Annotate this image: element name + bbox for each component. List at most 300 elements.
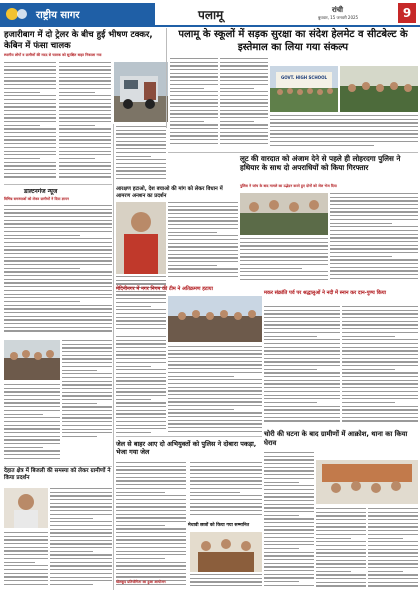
text-line <box>116 521 186 522</box>
text-line <box>342 387 418 388</box>
text-line <box>62 358 112 359</box>
text-line <box>116 156 151 157</box>
text-line <box>116 477 186 478</box>
text-line <box>264 470 314 471</box>
text-line <box>59 176 111 177</box>
text-line <box>330 241 418 242</box>
text-line <box>264 493 314 494</box>
edition-city: रांची <box>332 6 343 14</box>
text-line <box>4 92 40 93</box>
text-line <box>264 336 317 337</box>
text-line <box>264 456 314 457</box>
text-line <box>330 245 418 246</box>
text-line <box>264 511 314 512</box>
page-number: 9 <box>398 3 416 23</box>
text-line <box>264 328 340 329</box>
text-line <box>116 347 166 348</box>
text-line <box>316 541 366 542</box>
text-line <box>62 425 112 426</box>
text-line <box>368 549 418 550</box>
text-line <box>264 559 314 560</box>
text-line <box>264 417 340 418</box>
text-line <box>368 515 418 516</box>
text-line <box>316 519 366 520</box>
text-line <box>220 69 268 70</box>
text-line <box>342 376 418 377</box>
text-line <box>4 432 60 433</box>
text-line <box>168 235 238 236</box>
text-line <box>264 354 340 355</box>
text-line <box>4 253 112 254</box>
text-line <box>116 133 166 134</box>
text-line <box>170 128 218 129</box>
text-line <box>116 309 166 310</box>
text-line <box>4 421 60 422</box>
text-line <box>4 443 60 444</box>
text-line <box>264 482 299 483</box>
text-line <box>4 169 56 170</box>
text-line <box>170 135 218 136</box>
text-line <box>264 478 314 479</box>
text-line <box>330 256 392 257</box>
text-line <box>4 268 80 269</box>
text-line <box>59 158 95 159</box>
text-line <box>116 576 186 577</box>
text-line <box>264 518 314 519</box>
article-body <box>264 452 314 590</box>
text-line <box>4 308 112 309</box>
text-line <box>342 324 418 325</box>
text-line <box>170 69 218 70</box>
text-line <box>116 428 166 429</box>
headline-loot-case: लूट की वारदात को अंजाम देने से पहले ही लोहरदगा पुलिस ने हथियार के साथ दो अपराधियों को किया गिरफ्तार <box>240 154 401 172</box>
article-body <box>330 193 418 283</box>
text-line <box>342 372 418 373</box>
article-body <box>168 346 262 436</box>
text-line <box>264 347 340 348</box>
text-line <box>270 141 418 142</box>
text-line <box>330 270 418 271</box>
text-line <box>240 260 328 261</box>
text-line <box>190 510 262 511</box>
text-line <box>264 358 340 359</box>
headline-hunger-strike: आरक्षण हटाओ, देश बचाओ की मांग को लेकर विधान में आमरण अनशन का प्रदर्शन <box>116 186 223 199</box>
text-line <box>116 152 166 153</box>
text-line <box>264 585 314 586</box>
text-line <box>59 106 111 107</box>
text-line <box>59 136 111 137</box>
text-line <box>4 532 48 533</box>
text-line <box>116 362 166 363</box>
text-line <box>116 336 166 337</box>
text-line <box>316 563 366 564</box>
text-line <box>170 110 218 111</box>
text-line <box>116 406 166 407</box>
text-line <box>342 313 418 314</box>
text-line <box>116 384 166 385</box>
text-line <box>59 143 111 144</box>
text-line <box>264 574 314 575</box>
text-line <box>316 571 351 572</box>
text-line <box>168 394 262 395</box>
text-line <box>368 526 418 527</box>
text-line <box>4 562 35 563</box>
text-line <box>368 538 403 539</box>
text-line <box>264 406 340 407</box>
text-line <box>170 91 218 92</box>
text-line <box>4 384 60 385</box>
text-line <box>4 176 56 177</box>
text-line <box>190 503 262 504</box>
headline-dehat: देहात क्षेत्र में बिजली की समस्या को लेकर ग्रामीणों ने किया प्रदर्शन <box>4 468 111 481</box>
text-line <box>270 130 418 131</box>
text-line <box>116 543 186 544</box>
text-line <box>116 532 186 533</box>
text-line <box>368 556 418 557</box>
text-line <box>264 317 340 318</box>
text-line <box>264 537 314 538</box>
text-line <box>264 474 314 475</box>
text-line <box>116 399 151 400</box>
text-line <box>59 169 111 170</box>
text-line <box>170 65 218 66</box>
text-line <box>59 117 111 118</box>
article-body <box>264 306 340 426</box>
text-line <box>264 581 299 582</box>
text-line <box>116 565 186 566</box>
text-line <box>264 402 317 403</box>
text-line <box>168 423 262 424</box>
text-line <box>4 290 112 291</box>
text-line <box>168 390 262 391</box>
text-line <box>4 151 56 152</box>
text-line <box>4 249 112 250</box>
text-line <box>168 220 238 221</box>
text-line <box>59 77 111 78</box>
text-line <box>4 391 60 392</box>
text-line <box>170 95 218 96</box>
article-body <box>116 462 186 590</box>
article-body <box>62 340 112 440</box>
text-line <box>264 548 299 549</box>
text-line <box>368 508 418 509</box>
text-line <box>368 563 418 564</box>
text-line <box>4 238 112 239</box>
text-line <box>59 173 111 174</box>
text-line <box>116 294 166 295</box>
text-line <box>116 492 165 493</box>
text-line <box>170 132 218 133</box>
text-line <box>170 80 218 81</box>
section-divider <box>4 184 112 185</box>
text-line <box>4 99 56 100</box>
text-line <box>116 343 166 344</box>
text-line <box>368 545 418 546</box>
text-line <box>59 66 111 67</box>
text-line <box>240 245 328 246</box>
text-line <box>4 547 48 548</box>
text-line <box>4 84 56 85</box>
text-line <box>240 256 328 257</box>
text-line <box>62 351 112 352</box>
text-line <box>62 436 97 437</box>
text-line <box>50 492 112 493</box>
text-line <box>316 560 366 561</box>
text-line <box>168 228 238 229</box>
text-line <box>264 566 314 567</box>
text-line <box>330 259 418 260</box>
text-line <box>116 432 151 433</box>
text-line <box>220 73 268 74</box>
text-line <box>264 391 340 392</box>
photo-student-honour <box>190 532 262 572</box>
text-line <box>116 554 186 555</box>
text-line <box>116 480 186 481</box>
headline-road-safety: पलामू के स्कूलों में सड़क सुरक्षा का संदेश हेलमेट व सीटबेल्ट के इस्तेमाल का लिया गया संकल्प <box>178 29 408 53</box>
text-line <box>220 106 268 107</box>
text-line <box>342 328 418 329</box>
text-line <box>330 237 418 238</box>
text-line <box>50 573 112 574</box>
text-line <box>190 469 262 470</box>
text-line <box>50 562 112 563</box>
text-line <box>368 574 418 575</box>
photo-dehat <box>4 488 48 528</box>
text-line <box>170 58 218 59</box>
text-line <box>330 267 418 268</box>
text-line <box>116 462 186 463</box>
text-line <box>116 469 186 470</box>
text-line <box>4 399 60 400</box>
text-line <box>4 395 60 396</box>
text-line <box>116 495 186 496</box>
text-line <box>116 514 186 515</box>
text-line <box>50 554 112 555</box>
text-line <box>62 406 112 407</box>
text-line <box>170 106 218 107</box>
text-line <box>62 377 112 378</box>
text-line <box>4 73 56 74</box>
text-line <box>50 532 112 533</box>
text-line <box>316 545 366 546</box>
text-line <box>168 364 262 365</box>
article-body <box>316 508 366 590</box>
text-line <box>116 539 186 540</box>
section-divider <box>116 436 262 437</box>
text-line <box>62 410 112 411</box>
text-line <box>116 413 166 414</box>
text-line <box>342 354 418 355</box>
text-line <box>220 84 268 85</box>
school-signboard: GOVT. HIGH SCHOOL <box>280 75 328 80</box>
text-line <box>170 139 218 140</box>
text-line <box>264 306 340 307</box>
text-line <box>62 366 112 367</box>
text-line <box>116 517 186 518</box>
text-line <box>116 167 166 168</box>
text-line <box>116 473 186 474</box>
headline-makar-sankranti: मकर संक्रांति पर्व पर श्रद्धालुओं ने नदी में स्नान कर दान-पुण्य किया <box>264 290 386 296</box>
text-line <box>62 344 112 345</box>
text-line <box>342 406 418 407</box>
text-line <box>59 162 111 163</box>
text-line <box>59 151 111 152</box>
text-line <box>168 254 238 255</box>
text-line <box>264 313 340 314</box>
text-line <box>50 536 112 537</box>
text-line <box>264 577 314 578</box>
text-line <box>220 121 254 122</box>
text-line <box>368 585 418 586</box>
article-body <box>190 574 262 590</box>
text-line <box>4 319 112 320</box>
text-line <box>342 306 418 307</box>
text-line <box>4 121 56 122</box>
text-line <box>264 504 314 505</box>
text-line <box>116 126 166 127</box>
text-line <box>168 383 262 384</box>
text-line <box>316 523 366 524</box>
text-line <box>342 395 418 396</box>
text-line <box>116 558 165 559</box>
text-line <box>330 219 418 220</box>
text-line <box>62 388 112 389</box>
text-line <box>50 495 112 496</box>
text-line <box>116 395 166 396</box>
text-line <box>50 518 93 519</box>
text-line <box>264 500 314 501</box>
text-line <box>116 340 166 341</box>
text-line <box>4 330 112 331</box>
text-line <box>116 130 166 131</box>
text-line <box>220 124 268 125</box>
text-line <box>368 534 418 535</box>
text-line <box>316 582 366 583</box>
text-line <box>4 536 48 537</box>
text-line <box>264 570 314 571</box>
text-line <box>270 137 418 138</box>
text-line <box>190 480 262 481</box>
text-line <box>116 421 166 422</box>
text-line <box>342 332 418 333</box>
text-line <box>116 425 166 426</box>
text-line <box>4 550 48 551</box>
text-line <box>264 526 314 527</box>
text-line <box>62 340 112 341</box>
text-line <box>62 392 112 393</box>
text-line <box>50 499 112 500</box>
text-line <box>4 147 56 148</box>
column-rule <box>166 28 167 128</box>
article-body <box>4 532 48 590</box>
text-line <box>116 306 151 307</box>
text-line <box>342 350 418 351</box>
text-line <box>4 223 112 224</box>
masthead-rule <box>0 25 420 27</box>
text-line <box>264 489 314 490</box>
text-line <box>116 484 186 485</box>
text-line <box>342 310 418 311</box>
text-line <box>116 417 166 418</box>
text-line <box>342 361 418 362</box>
article-body <box>116 336 166 436</box>
text-line <box>116 551 186 552</box>
text-line <box>4 231 112 232</box>
text-line <box>168 261 238 262</box>
text-line <box>168 405 262 406</box>
text-line <box>4 436 60 437</box>
text-line <box>368 571 403 572</box>
text-line <box>116 569 186 570</box>
text-line <box>116 373 166 374</box>
text-line <box>116 144 166 145</box>
text-line <box>4 165 56 166</box>
text-line <box>50 488 112 489</box>
text-line <box>4 447 43 448</box>
photo-chori <box>316 460 418 504</box>
text-line <box>4 327 112 328</box>
text-line <box>240 275 328 276</box>
text-line <box>342 343 418 344</box>
text-line <box>4 388 60 389</box>
text-line <box>368 582 418 583</box>
photo-road-safety-rally <box>340 66 418 112</box>
text-line <box>330 193 418 194</box>
text-line <box>4 125 40 126</box>
text-line <box>4 88 56 89</box>
text-line <box>168 372 262 373</box>
text-line <box>220 128 268 129</box>
text-line <box>330 278 418 279</box>
text-line <box>264 398 340 399</box>
text-line <box>62 403 97 404</box>
text-line <box>4 227 112 228</box>
text-line <box>190 484 262 485</box>
text-line <box>264 544 314 545</box>
text-line <box>4 257 112 258</box>
headline-encroachment: मेदिनीनगर में नगर निगम की टीम ने अतिक्रमण हटाया <box>116 286 213 292</box>
article-body <box>220 58 268 150</box>
photo-encroachment <box>168 296 262 342</box>
text-line <box>330 211 418 212</box>
text-line <box>330 226 418 227</box>
text-line <box>59 125 95 126</box>
text-line <box>170 88 204 89</box>
text-line <box>116 573 186 574</box>
text-line <box>168 368 262 369</box>
article-body <box>116 126 166 182</box>
edition-date: बुधवार, 15 जनवरी 2025 <box>318 15 359 20</box>
text-line <box>168 206 238 207</box>
text-line <box>342 339 418 340</box>
text-line <box>62 384 112 385</box>
text-line <box>264 496 314 497</box>
text-line <box>59 92 95 93</box>
text-line <box>264 452 314 453</box>
text-line <box>368 578 418 579</box>
text-line <box>316 556 366 557</box>
text-line <box>116 137 166 138</box>
text-line <box>4 77 56 78</box>
text-line <box>368 560 418 561</box>
text-line <box>4 139 56 140</box>
headline-chori: चोरी की घटना के बाद ग्रामीणों में आक्रोश, थाना का किया घेराव <box>264 430 408 447</box>
text-line <box>168 409 234 410</box>
text-line <box>4 264 112 265</box>
text-line <box>4 114 56 115</box>
text-line <box>316 585 366 586</box>
text-line <box>4 205 112 206</box>
